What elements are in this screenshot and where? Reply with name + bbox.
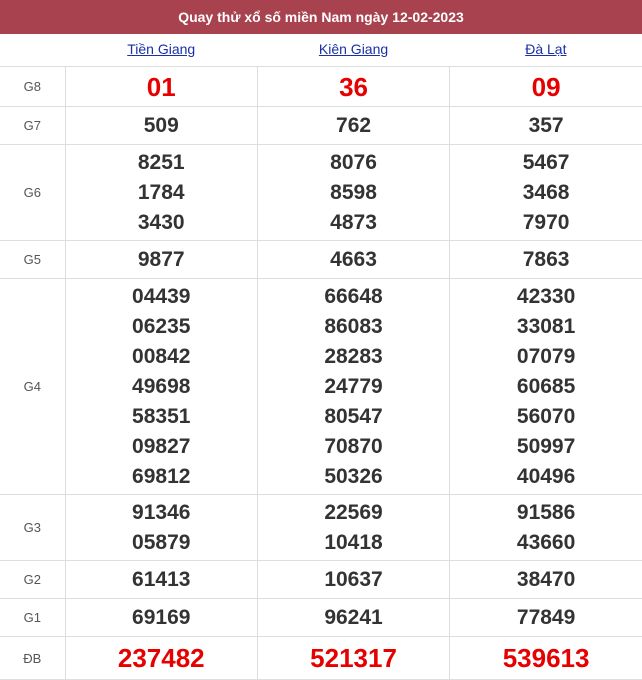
prize-number: 86083: [324, 314, 383, 338]
prize-cell: [450, 495, 642, 561]
prize-number: 8076: [330, 150, 377, 174]
prize-number: 61413: [132, 567, 191, 591]
prize-number: 3430: [137, 210, 185, 234]
prize-row-g4: [0, 279, 642, 495]
prize-number: 69812: [132, 464, 191, 488]
prize-label: G2: [0, 561, 65, 599]
prize-number: 509: [143, 113, 179, 137]
prize-number: 24779: [324, 374, 383, 398]
prize-number: 22569: [324, 500, 383, 524]
province-header-cell: [450, 34, 642, 67]
prize-number: 237482: [117, 643, 205, 673]
prize-number: 09827: [132, 434, 191, 458]
prize-cell: [65, 145, 257, 241]
prize-number: 8251: [137, 150, 185, 174]
prize-cell: [257, 67, 449, 107]
prize-number: 33081: [516, 314, 576, 338]
prize-cell: [450, 241, 642, 279]
prize-number: 91346: [132, 500, 191, 524]
prize-number: 43660: [516, 530, 576, 554]
prize-number: 96241: [324, 605, 383, 629]
prize-number: 66648: [324, 284, 383, 308]
prize-number: 521317: [310, 643, 397, 673]
prize-row-g5: [0, 241, 642, 279]
prize-number: 36: [339, 71, 368, 102]
prize-number: 7863: [522, 247, 570, 271]
prize-number: 762: [336, 113, 372, 137]
prize-number: 10418: [324, 530, 383, 554]
prize-cell: [450, 561, 642, 599]
prize-cell: [450, 637, 642, 680]
prize-cell: [450, 599, 642, 637]
prize-number: 10637: [324, 567, 383, 591]
prize-number: 69169: [132, 605, 191, 629]
prize-cell: [257, 599, 449, 637]
prize-number: 7970: [522, 210, 570, 234]
prize-number: 01: [146, 71, 176, 102]
prize-number: 1784: [137, 180, 185, 204]
prize-cell: [257, 145, 449, 241]
prize-row-g6: [0, 145, 642, 241]
prize-number: 60685: [516, 374, 576, 398]
prize-row-g7: [0, 107, 642, 145]
prize-cell: [65, 637, 257, 680]
prize-row-g2: [0, 561, 642, 599]
prize-label: G8: [0, 67, 65, 107]
province-link-tien-giang[interactable]: Tiền Giang: [127, 41, 196, 57]
header-empty-cell: [0, 34, 65, 67]
prize-row-g3: [0, 495, 642, 561]
prize-label: G4: [0, 279, 65, 495]
prize-cell: [450, 67, 642, 107]
prize-cell: [257, 637, 449, 680]
prize-label: G1: [0, 599, 65, 637]
prize-label: G6: [0, 145, 65, 241]
prize-number: 09: [531, 71, 561, 102]
prize-number: 00842: [132, 344, 191, 368]
prize-number: 5467: [522, 150, 570, 174]
prize-cell: [450, 107, 642, 145]
prize-number: 91586: [516, 500, 576, 524]
prize-number: 8598: [330, 180, 377, 204]
prize-cell: [450, 279, 642, 495]
prize-cell: [257, 561, 449, 599]
province-header-cell: [65, 34, 257, 67]
results-title-bar: [0, 0, 642, 34]
prize-cell: [65, 107, 257, 145]
prize-number: 40496: [516, 464, 576, 488]
prize-row-g1: [0, 599, 642, 637]
province-link-kien-giang[interactable]: Kiên Giang: [318, 41, 389, 57]
prize-number: 42330: [516, 284, 576, 308]
prize-number: 07079: [516, 344, 576, 368]
prize-number: 4873: [330, 210, 377, 234]
prize-label: ĐB: [0, 637, 65, 680]
prize-label: G5: [0, 241, 65, 279]
prize-number: 50326: [324, 464, 383, 488]
prize-number: 04439: [132, 284, 191, 308]
prize-cell: [65, 561, 257, 599]
results-table: [0, 34, 642, 680]
province-link-da-lat[interactable]: Đà Lạt: [525, 41, 567, 57]
prize-number: 28283: [324, 344, 383, 368]
prize-cell: [65, 495, 257, 561]
prize-number: 80547: [324, 404, 383, 428]
prize-number: 58351: [132, 404, 191, 428]
prize-number: 56070: [516, 404, 576, 428]
prize-number: 9877: [137, 247, 185, 271]
page-title: Quay thử xổ số miền Nam ngày 12-02-2023: [178, 9, 464, 25]
prize-cell: [257, 495, 449, 561]
prize-number: 49698: [132, 374, 191, 398]
prize-row-g8: [0, 67, 642, 107]
prize-number: 77849: [516, 605, 576, 629]
prize-label: G3: [0, 495, 65, 561]
prize-cell: [257, 107, 449, 145]
prize-number: 539613: [502, 643, 590, 673]
prize-row-đb: [0, 637, 642, 680]
prize-number: 06235: [132, 314, 191, 338]
prize-cell: [65, 599, 257, 637]
prize-cell: [450, 145, 642, 241]
prize-cell: [65, 241, 257, 279]
prize-number: 38470: [516, 567, 576, 591]
prize-label: G7: [0, 107, 65, 145]
prize-number: 50997: [516, 434, 576, 458]
prize-cell: [257, 279, 449, 495]
prize-cell: [65, 67, 257, 107]
province-header-cell: [257, 34, 449, 67]
prize-number: 4663: [330, 247, 377, 271]
prize-number: 357: [528, 113, 564, 137]
prize-cell: [257, 241, 449, 279]
province-header-row: [0, 34, 642, 67]
prize-number: 05879: [132, 530, 191, 554]
prize-cell: [65, 279, 257, 495]
prize-number: 70870: [324, 434, 383, 458]
prize-number: 3468: [522, 180, 570, 204]
